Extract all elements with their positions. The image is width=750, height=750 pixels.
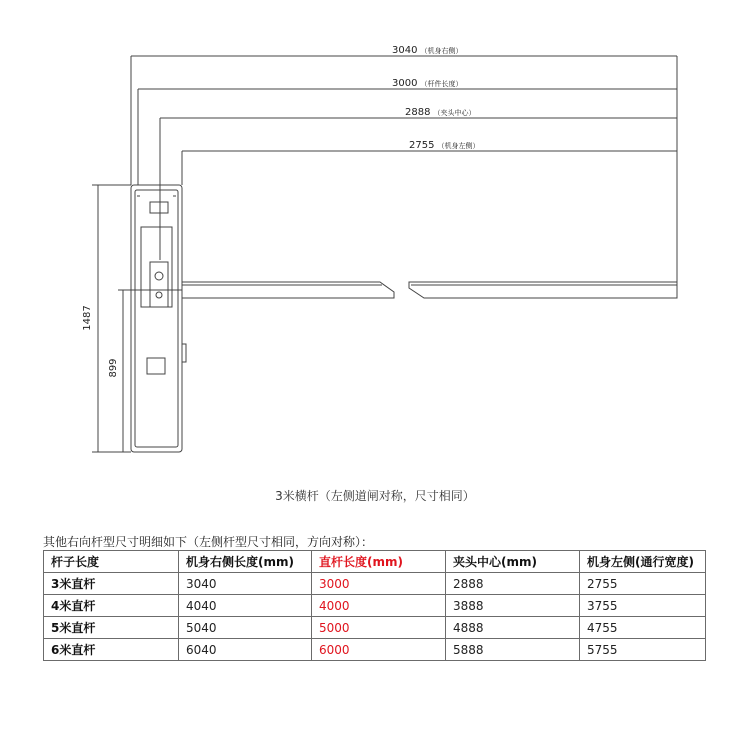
header-right-body-length: 机身右侧长度(mm) [179,551,312,573]
boom-arm [182,282,394,298]
figure-caption: 3米横杆（左侧道闸对称，尺寸相同） [275,489,475,503]
table-note: 其他右向杆型尺寸明细如下（左侧杆型尺寸相同，方向对称）： [43,535,374,549]
table-row: 6米直杆 6040 6000 5888 5755 [44,639,706,661]
table-row: 4米直杆 4040 4000 3888 3755 [44,595,706,617]
dim-label-2888: 2888 （夹头中心） [405,107,476,118]
boom-clamp [150,262,168,307]
table-header-row [44,551,706,573]
cabinet-bottom-window [147,358,165,374]
gate-cabinet [131,185,182,452]
header-pole-length: 杆子长度 [44,551,179,573]
table-row: 5米直杆 5040 5000 4888 4755 [44,617,706,639]
dim-label-3040: 3040 （机身右侧） [392,45,463,56]
header-clamp-center: 夹头中心(mm) [446,551,580,573]
spec-table [43,550,706,661]
dim-label-3000: 3000 （杆件长度） [392,78,463,89]
header-pole-straight-length: 直杆长度(mm) [312,551,446,573]
table-row: 3米直杆 3040 3000 2888 2755 [44,573,706,595]
cabinet-top-window [150,202,168,213]
dim-label-899: 899 [108,358,119,378]
header-left-body-width: 机身左侧(通行宽度) [580,551,706,573]
dim-label-1487: 1487 [82,305,93,331]
dim-label-2755: 2755 （机身左侧） [409,140,480,151]
